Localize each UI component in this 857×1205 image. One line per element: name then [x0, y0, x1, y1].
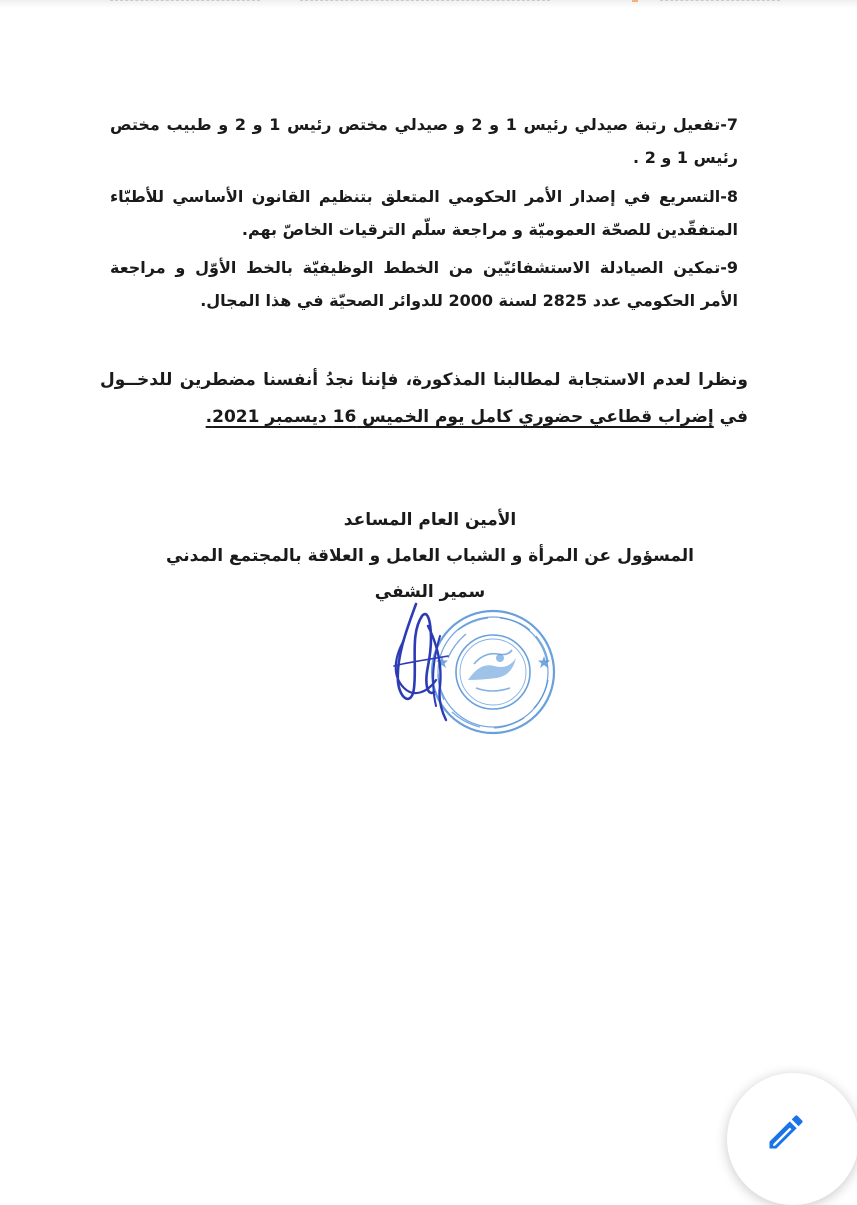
demand-item-9: 9-تمكين الصيادلة الاستشفائيّين من الخطط الوظيفيّة بالخط الأوّل و مراجعة الأمر الحكومي عدد 2825 لسنة 2000 للدوائر الصحيّة في هذا المجال.	[110, 258, 738, 310]
handwritten-signature	[368, 596, 478, 726]
demand-item-8: 8-التسريع في إصدار الأمر الحكومي المتعلق بتنظيم القانون الأساسي للأطبّاء المتفقّدين للصحّة العموميّة و مراجعة سلّم الترقيات الخاصّ بهم.	[110, 187, 738, 239]
demand-item-7: 7-تفعيل رتبة صيدلي رئيس 1 و 2 و صيدلي مختص رئيس 1 و 2 و طبيب مختص رئيس 1 و 2 .	[110, 115, 738, 167]
signatory-name: سمير الشفي	[374, 582, 486, 602]
strike-announcement	[100, 362, 748, 436]
signatory-title: الأمين العام المساعد	[343, 510, 517, 530]
signatory-role: المسؤول عن المرأة و الشباب العامل و العلاقة بالمجتمع المدني	[166, 546, 694, 566]
pencil-icon	[764, 1110, 808, 1154]
signature-block	[150, 502, 710, 610]
strike-announcement-text: ونظرا لعدم الاستجابة لمطالبنا المذكورة، فإننا نجدُ أنفسنا مضطرين للدخــول في	[100, 370, 748, 427]
edit-fab-button[interactable]	[727, 1073, 857, 1205]
strike-date-underlined: إضراب قطاعي حضوري كامل يوم الخميس 16 ديسمبر 2021.	[205, 407, 714, 427]
